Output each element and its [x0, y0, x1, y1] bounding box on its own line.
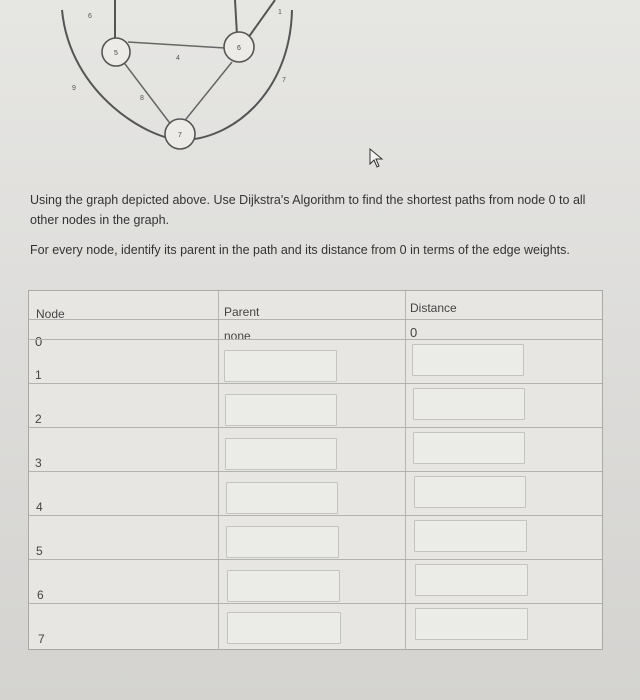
edge-weight: 7	[282, 77, 286, 84]
parent-input[interactable]	[226, 526, 339, 558]
table-header-row	[29, 291, 602, 319]
edge-weight: 1	[278, 9, 282, 16]
node-id: 0	[35, 334, 43, 349]
graph-edge	[235, 0, 237, 35]
header-distance: Distance	[410, 301, 457, 315]
graph-edge	[248, 0, 275, 38]
graph-diagram	[0, 0, 640, 180]
header-parent: Parent	[224, 305, 260, 319]
answer-table	[28, 290, 603, 650]
distance-input[interactable]	[413, 432, 525, 464]
mouse-cursor-icon	[368, 148, 384, 168]
table-row	[29, 383, 602, 427]
parent-input[interactable]	[224, 350, 337, 382]
table-row	[29, 319, 602, 349]
table-row	[29, 515, 602, 559]
parent-input[interactable]	[225, 438, 337, 470]
parent-input[interactable]	[227, 612, 341, 644]
graph-node	[165, 119, 195, 149]
node-label: 5	[114, 50, 118, 57]
parent-input[interactable]	[225, 394, 337, 426]
edge-weight: 6	[88, 13, 92, 20]
node-id: 7	[38, 632, 45, 646]
distance-input[interactable]	[414, 520, 527, 552]
distance-input[interactable]	[412, 344, 524, 376]
edge-weight: 9	[72, 85, 76, 92]
table-row	[29, 559, 602, 603]
table-row	[29, 471, 602, 515]
table-row	[29, 339, 602, 383]
node-label: 6	[237, 45, 241, 52]
table-row	[29, 603, 602, 649]
question-instructions: For every node, identify its parent in the path and its distance from 0 in terms of the edge weights.	[30, 243, 570, 257]
parent-value: none	[224, 329, 251, 343]
graph-edge	[128, 42, 225, 48]
node-id: 4	[36, 500, 43, 514]
distance-value: 0	[410, 325, 418, 340]
node-id: 3	[35, 456, 42, 470]
distance-input[interactable]	[415, 608, 528, 640]
node-id: 5	[36, 544, 43, 558]
table-row	[29, 427, 602, 471]
edge-weight: 8	[140, 95, 144, 102]
edge-weight: 4	[176, 55, 180, 62]
parent-input[interactable]	[226, 482, 338, 514]
graph-edge	[122, 60, 172, 126]
node-id: 6	[37, 588, 44, 602]
graph-node	[224, 32, 254, 62]
node-id: 2	[35, 412, 42, 426]
question-text: Using the graph depicted above. Use Dijkstra's Algorithm to find the shortest paths from node 0 to all other nodes in the graph.	[30, 193, 586, 227]
node-id: 1	[35, 368, 42, 382]
node-label: 7	[178, 132, 182, 139]
graph-node	[102, 38, 130, 66]
distance-input[interactable]	[414, 476, 526, 508]
header-node: Node	[36, 307, 65, 321]
graph-edge	[182, 62, 232, 124]
distance-input[interactable]	[413, 388, 525, 420]
parent-input[interactable]	[227, 570, 340, 602]
distance-input[interactable]	[415, 564, 528, 596]
